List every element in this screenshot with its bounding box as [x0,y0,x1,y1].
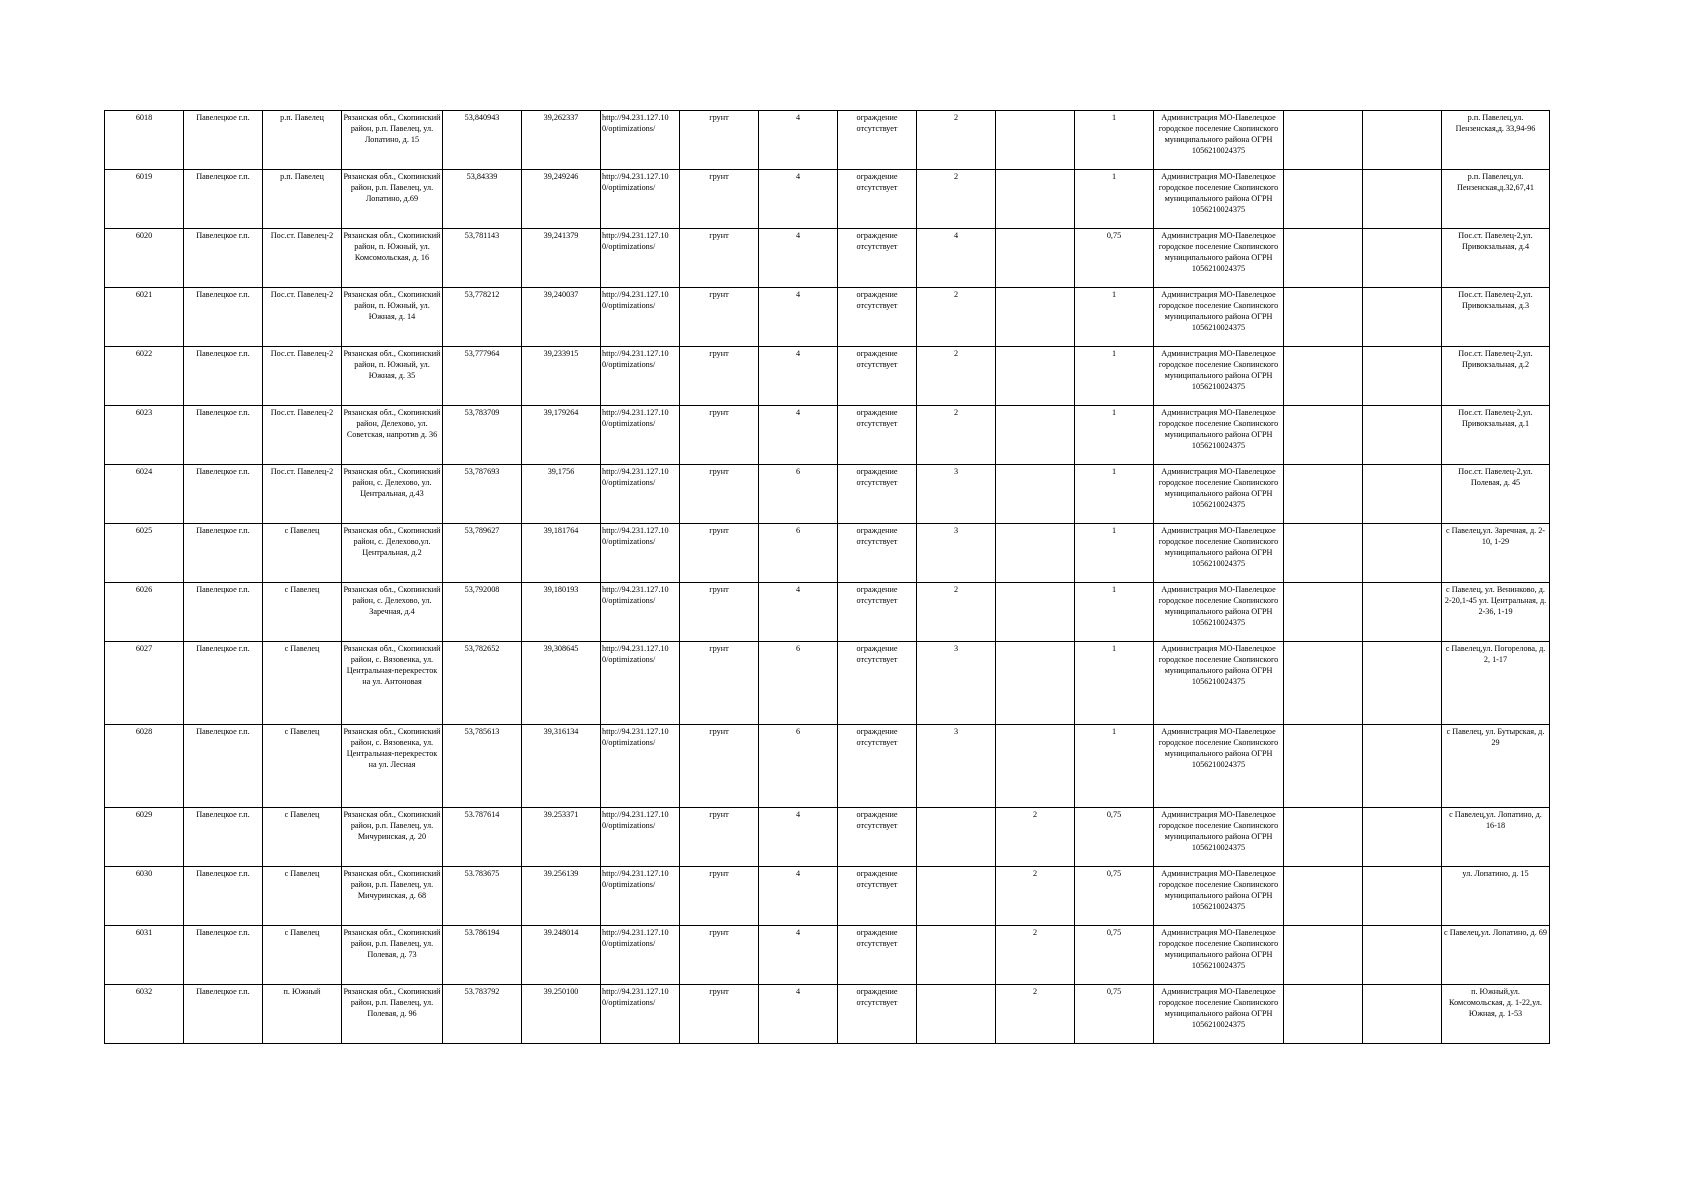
locality-cell: с Павелец [263,642,342,725]
fence-cell: ограждение отсутствует [838,465,917,524]
served-addresses-cell: ул. Лопатино, д. 15 [1442,867,1550,926]
served-addresses-cell: с Павелец,ул. Лопатино, д. 16-18 [1442,808,1550,867]
row-number-cell: 6023 [105,406,184,465]
served-addresses-cell: Пос.ст. Павелец-2,ул. Привокзальная, д.2 [1442,347,1550,406]
locality-cell: с Павелец [263,524,342,583]
row-number-cell: 6030 [105,867,184,926]
fence-cell: ограждение отсутствует [838,170,917,229]
settlement-cell: Павелецкое г.п. [184,583,263,642]
containers-cell: 2 [917,583,996,642]
served-addresses-cell: с Павелец,ул. Погорелова, д. 2, 1-17 [1442,642,1550,725]
served-addresses-cell: с Павелец, ул. Бутырская, д. 29 [1442,725,1550,808]
empty-cell [1363,229,1442,288]
volume-cell: 1 [1075,524,1154,583]
volume-cell: 0,75 [1075,229,1154,288]
longitude-cell: 39,308645 [522,642,601,725]
containers-cell: 4 [917,229,996,288]
served-addresses-cell: с Павелец,ул. Лопатино, д. 69 [1442,926,1550,985]
address-cell: Рязанская обл., Скопинский район, п. Южный, ул. Южная, д. 35 [342,347,443,406]
empty-cell [1363,465,1442,524]
address-cell: Рязанская обл., Скопинский район, с. Делехово, ул. Центральная, д.43 [342,465,443,524]
fence-cell: ограждение отсутствует [838,524,917,583]
served-addresses-cell: с Павелец, ул. Венинково, д. 2-20,1-45 ул. Центральная, д. 2-36, 1-19 [1442,583,1550,642]
containers-cell: 3 [917,465,996,524]
empty-cell [1363,642,1442,725]
empty-cell [1363,926,1442,985]
url-cell: http://94.231.127.10 0/optimizations/ [601,465,680,524]
empty-cell [1363,867,1442,926]
fence-cell: ограждение отсутствует [838,725,917,808]
empty-cell [1284,642,1363,725]
url-cell: http://94.231.127.10 0/optimizations/ [601,524,680,583]
owner-cell: Администрация МО-Павелецкое городское поселение Скопинского муниципального района ОГРН 1056210024375 [1154,867,1284,926]
settlement-cell: Павелецкое г.п. [184,926,263,985]
table-row [105,725,1550,808]
empty-cell [1284,170,1363,229]
empty-cell [1284,288,1363,347]
table-row [105,229,1550,288]
latitude-cell: 53,792008 [443,583,522,642]
volume-cell: 1 [1075,406,1154,465]
settlement-cell: Павелецкое г.п. [184,808,263,867]
containers-cell: 3 [917,642,996,725]
latitude-cell: 53,777964 [443,347,522,406]
settlement-cell: Павелецкое г.п. [184,111,263,170]
containers-alt-cell [996,524,1075,583]
area-cell: 4 [759,170,838,229]
empty-cell [1284,808,1363,867]
surface-cell: грунт [680,926,759,985]
empty-cell [1363,111,1442,170]
settlement-cell: Павелецкое г.п. [184,725,263,808]
url-cell: http://94.231.127.10 0/optimizations/ [601,926,680,985]
served-addresses-cell: Пос.ст. Павелец-2,ул. Привокзальная, д.3 [1442,288,1550,347]
table-row [105,926,1550,985]
row-number-cell: 6031 [105,926,184,985]
url-cell: http://94.231.127.10 0/optimizations/ [601,170,680,229]
served-addresses-cell: Пос.ст. Павелец-2,ул. Привокзальная, д.1 [1442,406,1550,465]
row-number-cell: 6018 [105,111,184,170]
volume-cell: 1 [1075,170,1154,229]
fence-cell: ограждение отсутствует [838,229,917,288]
surface-cell: грунт [680,808,759,867]
latitude-cell: 53,84339 [443,170,522,229]
fence-cell: ограждение отсутствует [838,583,917,642]
owner-cell: Администрация МО-Павелецкое городское поселение Скопинского муниципального района ОГРН 1056210024375 [1154,111,1284,170]
volume-cell: 1 [1075,583,1154,642]
table-row [105,347,1550,406]
empty-cell [1363,170,1442,229]
fence-cell: ограждение отсутствует [838,288,917,347]
containers-cell: 2 [917,406,996,465]
locality-cell: с Павелец [263,926,342,985]
area-cell: 4 [759,111,838,170]
locality-cell: с Павелец [263,867,342,926]
locality-cell: р.п. Павелец [263,111,342,170]
area-cell: 4 [759,229,838,288]
empty-cell [1363,808,1442,867]
volume-cell: 0,75 [1075,867,1154,926]
url-cell: http://94.231.127.10 0/optimizations/ [601,288,680,347]
table-row [105,867,1550,926]
row-number-cell: 6029 [105,808,184,867]
owner-cell: Администрация МО-Павелецкое городское поселение Скопинского муниципального района ОГРН 1056210024375 [1154,170,1284,229]
latitude-cell: 53,789627 [443,524,522,583]
volume-cell: 1 [1075,347,1154,406]
settlement-cell: Павелецкое г.п. [184,288,263,347]
url-cell: http://94.231.127.10 0/optimizations/ [601,808,680,867]
table-row [105,808,1550,867]
empty-cell [1284,583,1363,642]
address-cell: Рязанская обл., Скопинский район, р.п. Павелец, ул. Полевая, д. 96 [342,985,443,1044]
surface-cell: грунт [680,985,759,1044]
containers-cell: 3 [917,524,996,583]
address-cell: Рязанская обл., Скопинский район, р.п. Павелец, ул. Мичуринская, д. 68 [342,867,443,926]
locality-cell: с Павелец [263,808,342,867]
volume-cell: 0,75 [1075,808,1154,867]
empty-cell [1284,725,1363,808]
locality-cell: Пос.ст. Павелец-2 [263,465,342,524]
settlement-cell: Павелецкое г.п. [184,985,263,1044]
longitude-cell: 39,180193 [522,583,601,642]
containers-cell [917,985,996,1044]
owner-cell: Администрация МО-Павелецкое городское поселение Скопинского муниципального района ОГРН 1056210024375 [1154,808,1284,867]
containers-alt-cell [996,583,1075,642]
area-cell: 4 [759,985,838,1044]
surface-cell: грунт [680,111,759,170]
owner-cell: Администрация МО-Павелецкое городское поселение Скопинского муниципального района ОГРН 1056210024375 [1154,347,1284,406]
served-addresses-cell: Пос.ст. Павелец-2,ул. Привокзальная, д.4 [1442,229,1550,288]
table-row [105,524,1550,583]
area-cell: 4 [759,347,838,406]
address-cell: Рязанская обл., Скопинский район, р.п. Павелец, ул. Полевая, д. 73 [342,926,443,985]
volume-cell: 1 [1075,288,1154,347]
surface-cell: грунт [680,229,759,288]
containers-alt-cell [996,347,1075,406]
containers-alt-cell [996,170,1075,229]
table-row [105,288,1550,347]
volume-cell: 1 [1075,642,1154,725]
address-cell: Рязанская обл., Скопинский район, с. Делехово,ул. Центральная, д.2 [342,524,443,583]
address-cell: Рязанская обл., Скопинский район, с. Вязовенка, ул. Центральная-перекресток на ул. Лесная [342,725,443,808]
containers-alt-cell [996,229,1075,288]
row-number-cell: 6020 [105,229,184,288]
surface-cell: грунт [680,725,759,808]
settlement-cell: Павелецкое г.п. [184,867,263,926]
latitude-cell: 53.786194 [443,926,522,985]
fence-cell: ограждение отсутствует [838,406,917,465]
row-number-cell: 6019 [105,170,184,229]
address-cell: Рязанская обл., Скопинский район, р.п. Павелец, ул. Мичуринская, д. 20 [342,808,443,867]
empty-cell [1284,465,1363,524]
containers-alt-cell [996,465,1075,524]
address-cell: Рязанская обл., Скопинский район, п. Южный, ул. Южная, д. 14 [342,288,443,347]
fence-cell: ограждение отсутствует [838,926,917,985]
surface-cell: грунт [680,170,759,229]
registry-table [104,110,1550,1044]
latitude-cell: 53.783792 [443,985,522,1044]
surface-cell: грунт [680,406,759,465]
containers-alt-cell [996,406,1075,465]
containers-cell [917,867,996,926]
latitude-cell: 53.783675 [443,867,522,926]
row-number-cell: 6027 [105,642,184,725]
surface-cell: грунт [680,524,759,583]
table-row [105,465,1550,524]
containers-alt-cell: 2 [996,985,1075,1044]
owner-cell: Администрация МО-Павелецкое городское поселение Скопинского муниципального района ОГРН 1056210024375 [1154,583,1284,642]
containers-alt-cell [996,642,1075,725]
surface-cell: грунт [680,465,759,524]
owner-cell: Администрация МО-Павелецкое городское поселение Скопинского муниципального района ОГРН 1056210024375 [1154,288,1284,347]
empty-cell [1363,524,1442,583]
containers-alt-cell: 2 [996,808,1075,867]
url-cell: http://94.231.127.10 0/optimizations/ [601,867,680,926]
settlement-cell: Павелецкое г.п. [184,229,263,288]
area-cell: 6 [759,465,838,524]
owner-cell: Администрация МО-Павелецкое городское поселение Скопинского муниципального района ОГРН 1056210024375 [1154,524,1284,583]
empty-cell [1363,288,1442,347]
longitude-cell: 39.256139 [522,867,601,926]
locality-cell: р.п. Павелец [263,170,342,229]
row-number-cell: 6028 [105,725,184,808]
volume-cell: 1 [1075,465,1154,524]
row-number-cell: 6032 [105,985,184,1044]
locality-cell: Пос.ст. Павелец-2 [263,229,342,288]
empty-cell [1284,524,1363,583]
fence-cell: ограждение отсутствует [838,111,917,170]
owner-cell: Администрация МО-Павелецкое городское поселение Скопинского муниципального района ОГРН 1056210024375 [1154,725,1284,808]
locality-cell: с Павелец [263,725,342,808]
containers-cell: 2 [917,288,996,347]
fence-cell: ограждение отсутствует [838,642,917,725]
url-cell: http://94.231.127.10 0/optimizations/ [601,111,680,170]
url-cell: http://94.231.127.10 0/optimizations/ [601,985,680,1044]
longitude-cell: 39,1756 [522,465,601,524]
served-addresses-cell: п. Южный,ул. Комсомольская, д. 1-22,ул. Южная, д. 1-53 [1442,985,1550,1044]
empty-cell [1284,985,1363,1044]
empty-cell [1284,406,1363,465]
area-cell: 4 [759,867,838,926]
empty-cell [1284,229,1363,288]
latitude-cell: 53,787693 [443,465,522,524]
containers-cell [917,808,996,867]
fence-cell: ограждение отсутствует [838,808,917,867]
table-body [105,111,1550,1044]
longitude-cell: 39,179264 [522,406,601,465]
longitude-cell: 39.248014 [522,926,601,985]
address-cell: Рязанская обл., Скопинский район, п. Южный, ул. Комсомольская, д. 16 [342,229,443,288]
empty-cell [1284,347,1363,406]
longitude-cell: 39,249246 [522,170,601,229]
owner-cell: Администрация МО-Павелецкое городское поселение Скопинского муниципального района ОГРН 1056210024375 [1154,926,1284,985]
empty-cell [1284,111,1363,170]
url-cell: http://94.231.127.10 0/optimizations/ [601,583,680,642]
served-addresses-cell: р.п. Павелец,ул. Пензенская,д. 33,94-96 [1442,111,1550,170]
empty-cell [1363,985,1442,1044]
containers-alt-cell: 2 [996,926,1075,985]
settlement-cell: Павелецкое г.п. [184,524,263,583]
longitude-cell: 39,233915 [522,347,601,406]
volume-cell: 1 [1075,111,1154,170]
surface-cell: грунт [680,288,759,347]
volume-cell: 1 [1075,725,1154,808]
containers-cell: 2 [917,111,996,170]
area-cell: 4 [759,406,838,465]
latitude-cell: 53,782652 [443,642,522,725]
table-row [105,583,1550,642]
area-cell: 4 [759,288,838,347]
empty-cell [1363,725,1442,808]
fence-cell: ограждение отсутствует [838,347,917,406]
settlement-cell: Павелецкое г.п. [184,170,263,229]
area-cell: 6 [759,725,838,808]
latitude-cell: 53,785613 [443,725,522,808]
surface-cell: грунт [680,583,759,642]
table-row [105,642,1550,725]
longitude-cell: 39,181764 [522,524,601,583]
containers-alt-cell [996,725,1075,808]
row-number-cell: 6026 [105,583,184,642]
owner-cell: Администрация МО-Павелецкое городское поселение Скопинского муниципального района ОГРН 1056210024375 [1154,642,1284,725]
latitude-cell: 53.787614 [443,808,522,867]
table-row [105,170,1550,229]
locality-cell: Пос.ст. Павелец-2 [263,347,342,406]
url-cell: http://94.231.127.10 0/optimizations/ [601,406,680,465]
url-cell: http://94.231.127.10 0/optimizations/ [601,347,680,406]
area-cell: 4 [759,583,838,642]
volume-cell: 0,75 [1075,926,1154,985]
served-addresses-cell: с Павелец,ул. Заречная, д. 2-10, 1-29 [1442,524,1550,583]
empty-cell [1363,347,1442,406]
locality-cell: с Павелец [263,583,342,642]
settlement-cell: Павелецкое г.п. [184,642,263,725]
containers-cell: 3 [917,725,996,808]
area-cell: 4 [759,926,838,985]
address-cell: Рязанская обл., Скопинский район, р.п. Павелец, ул. Лопатино, д.69 [342,170,443,229]
table-row [105,406,1550,465]
longitude-cell: 39,262337 [522,111,601,170]
area-cell: 6 [759,642,838,725]
longitude-cell: 39,316134 [522,725,601,808]
settlement-cell: Павелецкое г.п. [184,347,263,406]
longitude-cell: 39,240037 [522,288,601,347]
table-row [105,985,1550,1044]
containers-alt-cell: 2 [996,867,1075,926]
area-cell: 4 [759,808,838,867]
surface-cell: грунт [680,347,759,406]
url-cell: http://94.231.127.10 0/optimizations/ [601,229,680,288]
locality-cell: Пос.ст. Павелец-2 [263,288,342,347]
locality-cell: Пос.ст. Павелец-2 [263,406,342,465]
empty-cell [1363,583,1442,642]
address-cell: Рязанская обл., Скопинский район, Делехово, ул. Советская, напротив д. 36 [342,406,443,465]
row-number-cell: 6024 [105,465,184,524]
row-number-cell: 6025 [105,524,184,583]
containers-alt-cell [996,288,1075,347]
settlement-cell: Павелецкое г.п. [184,465,263,524]
owner-cell: Администрация МО-Павелецкое городское поселение Скопинского муниципального района ОГРН 1056210024375 [1154,406,1284,465]
empty-cell [1284,867,1363,926]
longitude-cell: 39.253371 [522,808,601,867]
area-cell: 6 [759,524,838,583]
volume-cell: 0,75 [1075,985,1154,1044]
latitude-cell: 53,840943 [443,111,522,170]
containers-cell: 2 [917,347,996,406]
url-cell: http://94.231.127.10 0/optimizations/ [601,725,680,808]
empty-cell [1363,406,1442,465]
owner-cell: Администрация МО-Павелецкое городское поселение Скопинского муниципального района ОГРН 1056210024375 [1154,229,1284,288]
settlement-cell: Павелецкое г.п. [184,406,263,465]
surface-cell: грунт [680,867,759,926]
containers-alt-cell [996,111,1075,170]
containers-cell: 2 [917,170,996,229]
longitude-cell: 39.250100 [522,985,601,1044]
owner-cell: Администрация МО-Павелецкое городское поселение Скопинского муниципального района ОГРН 1056210024375 [1154,465,1284,524]
address-cell: Рязанская обл., Скопинский район, с. Вязовенка, ул. Центральная-перекресток на ул. Антоновая [342,642,443,725]
fence-cell: ограждение отсутствует [838,867,917,926]
row-number-cell: 6021 [105,288,184,347]
longitude-cell: 39,241379 [522,229,601,288]
table-row [105,111,1550,170]
address-cell: Рязанская обл., Скопинский район, с. Делехово, ул. Заречная, д.4 [342,583,443,642]
served-addresses-cell: Пос.ст. Павелец-2,ул. Полевая, д. 45 [1442,465,1550,524]
empty-cell [1284,926,1363,985]
served-addresses-cell: р.п. Павелец,ул. Пензенская,д.32,67,41 [1442,170,1550,229]
fence-cell: ограждение отсутствует [838,985,917,1044]
latitude-cell: 53,781143 [443,229,522,288]
row-number-cell: 6022 [105,347,184,406]
address-cell: Рязанская обл., Скопинский район, р.п. Павелец, ул. Лопатино, д. 15 [342,111,443,170]
latitude-cell: 53,783709 [443,406,522,465]
locality-cell: п. Южный [263,985,342,1044]
surface-cell: грунт [680,642,759,725]
containers-cell [917,926,996,985]
owner-cell: Администрация МО-Павелецкое городское поселение Скопинского муниципального района ОГРН 1056210024375 [1154,985,1284,1044]
latitude-cell: 53,778212 [443,288,522,347]
url-cell: http://94.231.127.10 0/optimizations/ [601,642,680,725]
